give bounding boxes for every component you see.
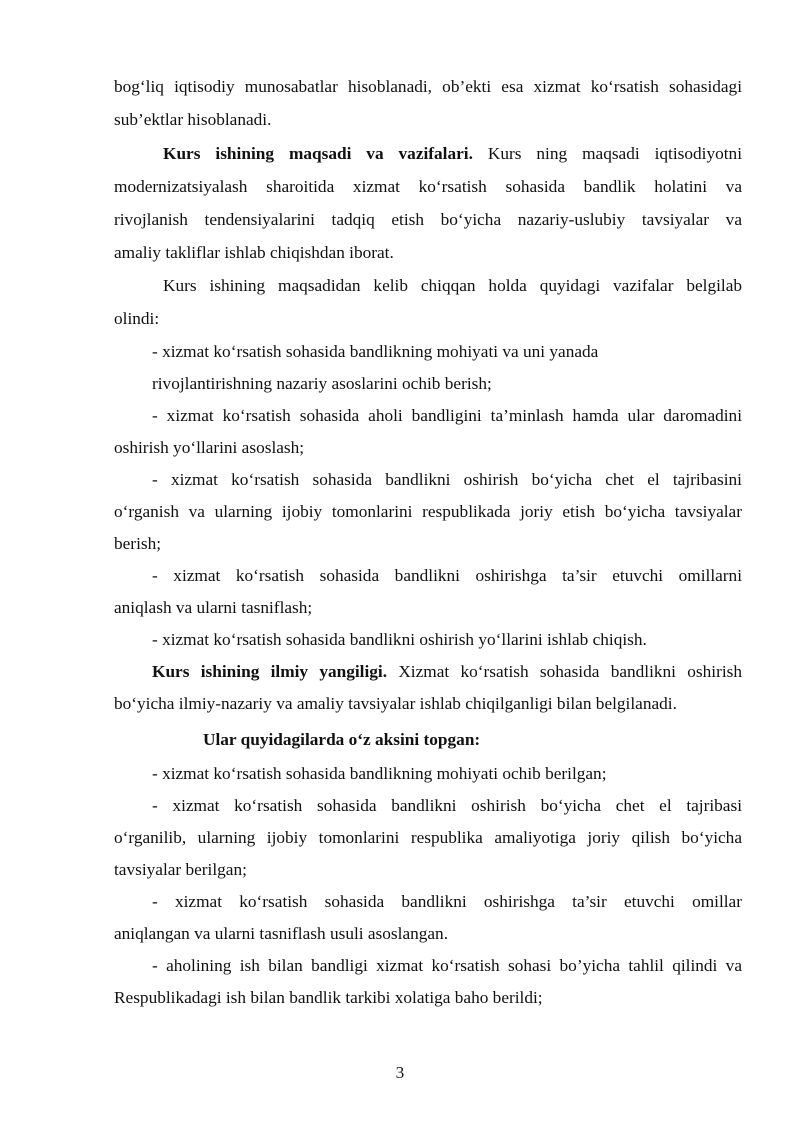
text-line (114, 209, 742, 231)
text-segment: - xizmat ko‘rsatish sohasida bandlikni oshirish yo‘llarini ishlab chiqish. (152, 630, 647, 649)
text-segment: Xizmat ko‘rsatish sohasida bandlikni oshirish (387, 662, 742, 681)
text-line (152, 565, 742, 587)
text-line (114, 308, 742, 330)
text-line (114, 176, 742, 198)
text-segment: - xizmat ko‘rsatish sohasida bandlikning mohiyati va uni yanada (152, 342, 599, 361)
bold-text: Kurs ishining maqsadi va vazifalari. (163, 144, 473, 163)
text-segment: modernizatsiyalash sharoitida xizmat ko‘rsatish sohasida bandlik holatini va (114, 177, 742, 196)
text-segment: - xizmat ko‘rsatish sohasida bandlikni oshirishga ta’sir etuvchi omillar (152, 892, 742, 911)
text-segment: amaliy takliflar ishlab chiqishdan iborat. (114, 243, 394, 262)
text-segment: tavsiyalar berilgan; (114, 860, 247, 879)
text-line (152, 763, 607, 785)
text-line (203, 729, 480, 751)
text-line (114, 242, 742, 264)
text-segment: bog‘liq iqtisodiy munosabatlar hisoblanadi, ob’ekti esa xizmat ko‘rsatish sohasidagi (114, 77, 742, 96)
text-line (114, 923, 742, 945)
text-segment: bo‘yicha ilmiy-nazariy va amaliy tavsiyalar ishlab chiqilganligi bilan belgilanadi. (114, 694, 677, 713)
text-segment: rivojlantirishning nazariy asoslarini ochib berish; (152, 374, 492, 393)
text-segment: - xizmat ko‘rsatish sohasida bandlikni oshirishga ta’sir etuvchi omillarni (152, 566, 742, 585)
text-line (163, 275, 742, 297)
text-line (152, 341, 598, 363)
text-line (152, 891, 742, 913)
text-segment: - xizmat ko‘rsatish sohasida bandlikni oshirish bo‘yicha chet el tajribasini (152, 470, 742, 489)
text-segment: berish; (114, 534, 162, 553)
text-segment: - xizmat ko‘rsatish sohasida bandlikning mohiyati ochib berilgan; (152, 764, 607, 783)
text-line (152, 795, 742, 817)
text-line (114, 693, 742, 715)
text-line (152, 661, 742, 683)
text-segment: Respublikadagi ish bilan bandlik tarkibi xolatiga baho berildi; (114, 988, 543, 1007)
text-line (163, 143, 742, 165)
text-segment: sub’ektlar hisoblanadi. (114, 110, 272, 129)
text-segment: o‘rganilib, ularning ijobiy tomonlarini respublika amaliyotiga joriy qilish bo‘yicha (114, 828, 742, 847)
text-line (114, 597, 742, 619)
text-segment: Kurs ning maqsadi iqtisodiyotni (472, 144, 742, 163)
text-line (114, 76, 742, 98)
text-line (114, 437, 742, 459)
text-line (114, 109, 742, 131)
text-line (152, 405, 742, 427)
text-segment: - xizmat ko‘rsatish sohasida bandlikni oshirish bo‘yicha chet el tajribasi (152, 796, 742, 815)
text-line (114, 987, 742, 1009)
bold-text: Kurs ishining ilmiy yangiligi. (152, 662, 388, 681)
text-segment: oshirish yo‘llarini asoslash; (114, 438, 305, 457)
text-segment: - xizmat ko‘rsatish sohasida aholi bandligini ta’minlash hamda ular daromadini (152, 406, 742, 425)
text-line (152, 629, 647, 651)
text-line (152, 469, 742, 491)
text-segment: Kurs ishining maqsadidan kelib chiqqan holda quyidagi vazifalar belgilab (163, 276, 742, 295)
text-segment: olindi: (114, 309, 160, 328)
bold-text: Ular quyidagilarda o‘z aksini topgan: (203, 730, 481, 749)
text-line (114, 859, 742, 881)
text-line (114, 533, 742, 555)
text-line (152, 955, 742, 977)
text-segment: - aholining ish bilan bandligi xizmat ko‘rsatish sohasi bo’yicha tahlil qilindi va (152, 956, 742, 975)
text-segment: rivojlanish tendensiyalarini tadqiq etish bo‘yicha nazariy-uslubiy tavsiyalar va (114, 210, 742, 229)
text-line (152, 373, 492, 395)
text-segment: o‘rganish va ularning ijobiy tomonlarini respublikada joriy etish bo‘yicha tavsiyalar (114, 502, 742, 521)
text-segment: aniqlangan va ularni tasniflash usuli asoslangan. (114, 924, 449, 943)
page-number: 3 (395, 1063, 405, 1082)
text-segment: aniqlash va ularni tasniflash; (114, 598, 313, 617)
text-line (114, 827, 742, 849)
text-line (114, 501, 742, 523)
